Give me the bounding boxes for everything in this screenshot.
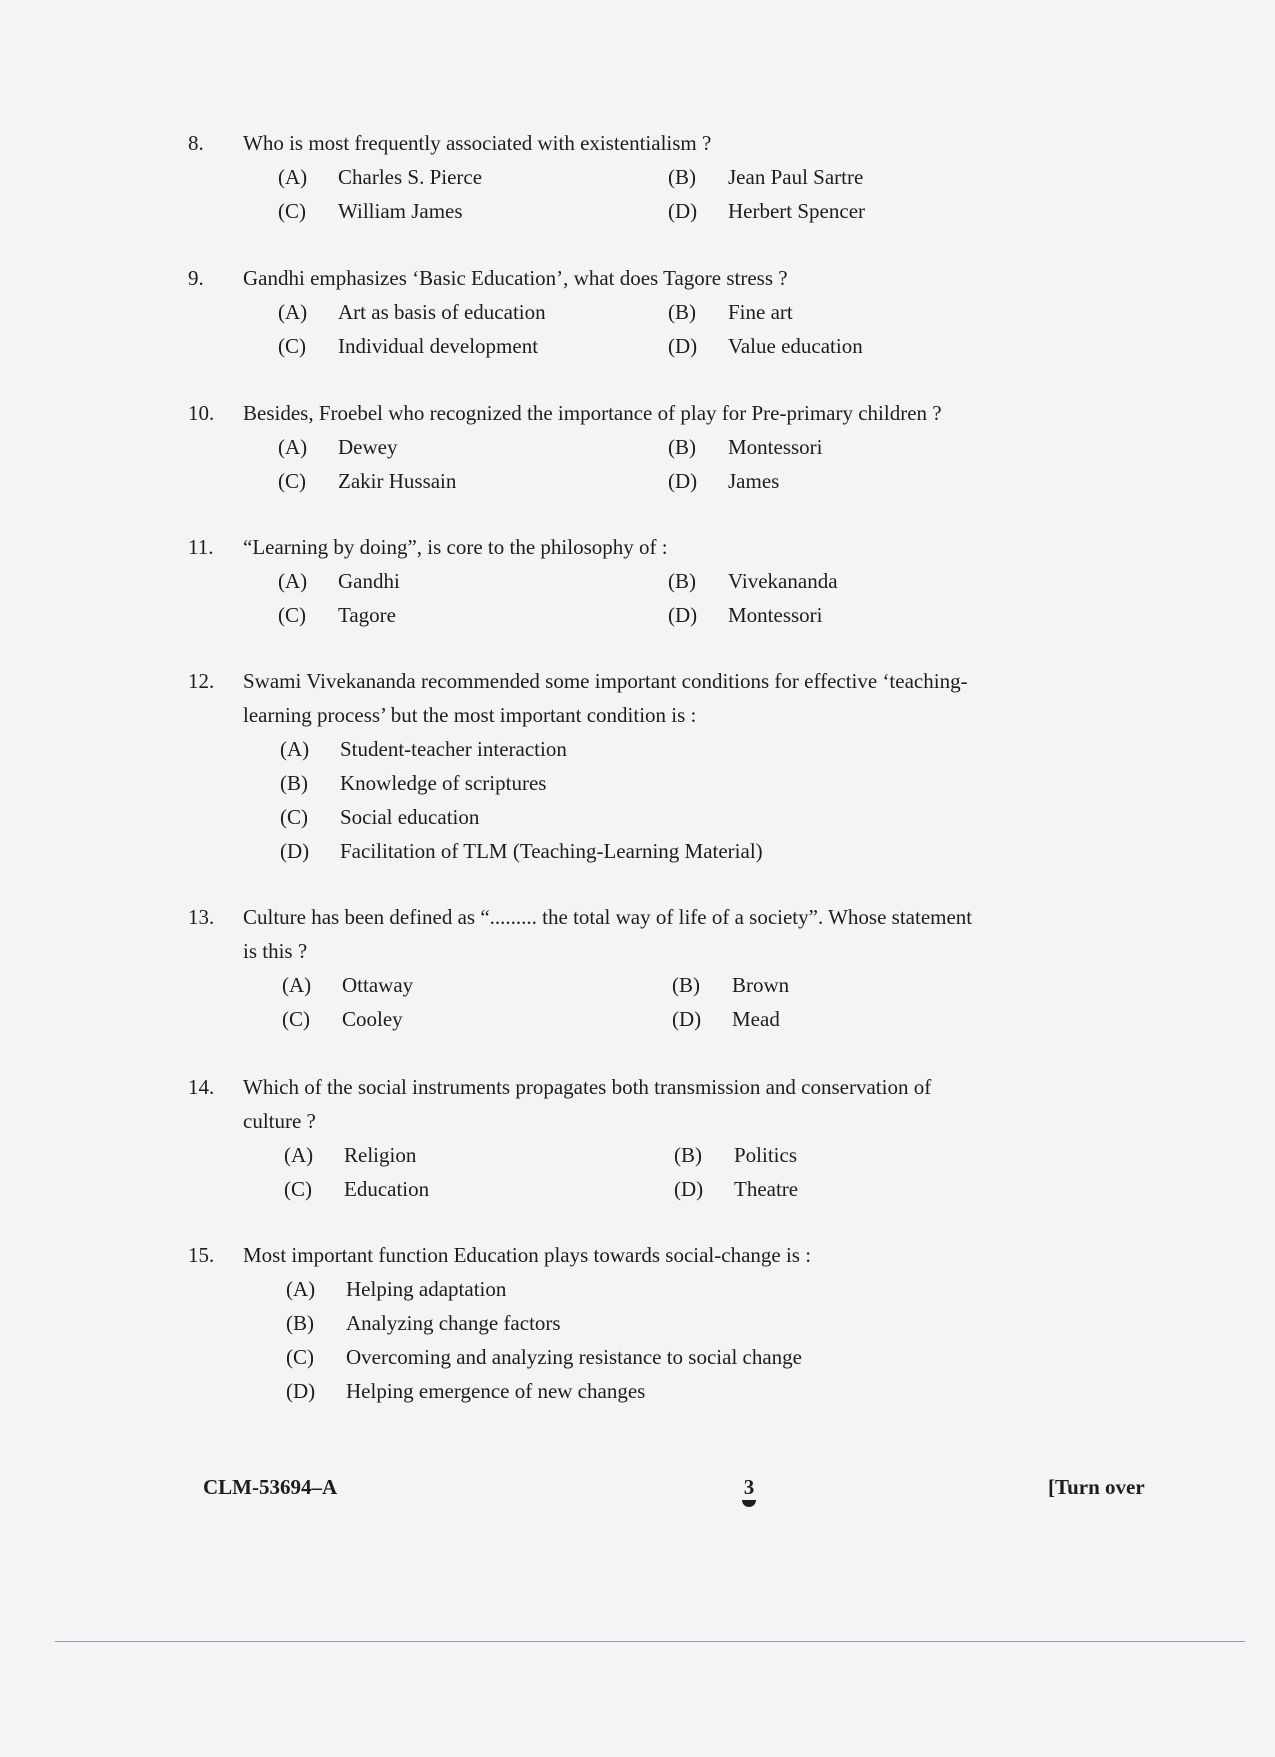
option-c: (C) Overcoming and analyzing resistance to social change (286, 1345, 802, 1369)
option-a: (A) Dewey (278, 435, 398, 459)
question-stem (243, 900, 1043, 968)
option-b: (B) Montessori (668, 435, 823, 459)
option-c: (C) Zakir Hussain (278, 469, 457, 493)
option-b: (B) Vivekananda (668, 569, 838, 593)
question-number: 12. (188, 669, 215, 693)
option-c: (C) Social education (280, 805, 480, 829)
question-stem (243, 1238, 1043, 1272)
question-stem-line: Swami Vivekananda recommended some important conditions for effective ‘teaching- (243, 669, 968, 693)
turn-over-label: [Turn over (1048, 1475, 1145, 1499)
question-number: 15. (188, 1243, 215, 1267)
question-stem (243, 530, 1043, 564)
option-b: (B) Politics (674, 1143, 798, 1167)
question-number: 13. (188, 905, 215, 929)
option-d: (D) Montessori (668, 603, 823, 627)
option-c: (C) William James (278, 199, 463, 223)
option-d: (D) Helping emergence of new changes (286, 1379, 646, 1403)
question-stem-line: is this ? (243, 939, 308, 963)
question-stem-line: Culture has been defined as “......... the total way of life of a society”. Whose statement (243, 905, 973, 929)
option-a: (A) Religion (284, 1143, 417, 1167)
question-stem-line: Besides, Froebel who recognized the importance of play for Pre-primary children ? (243, 401, 942, 425)
page-number-text: 3 (743, 1475, 755, 1499)
question-number: 10. (188, 401, 215, 425)
question-stem-line: Gandhi emphasizes ‘Basic Education’, what does Tagore stress ? (243, 266, 788, 290)
question-number: 9. (188, 266, 204, 290)
option-d: (D) James (668, 469, 780, 493)
option-d: (D) Theatre (674, 1177, 799, 1201)
question-stem-line: “Learning by doing”, is core to the philosophy of : (243, 535, 668, 559)
option-c: (C) Cooley (282, 1007, 403, 1031)
question-stem (243, 396, 1043, 430)
question-stem-line: Which of the social instruments propagates both transmission and conservation of (243, 1075, 932, 1099)
question-stem (243, 261, 1043, 295)
option-a: (A) Art as basis of education (278, 300, 546, 324)
option-a: (A) Ottaway (282, 973, 414, 997)
question-stem-line: learning process’ but the most important condition is : (243, 703, 697, 727)
page-number-mark (742, 1500, 756, 1507)
bottom-rule (55, 1641, 1245, 1642)
option-d: (D) Value education (668, 334, 863, 358)
option-b: (B) Knowledge of scriptures (280, 771, 547, 795)
paper-code: CLM-53694–A (203, 1475, 338, 1499)
question-stem (243, 664, 1043, 732)
question-stem-line: culture ? (243, 1109, 316, 1133)
question-stem-line: Who is most frequently associated with existentialism ? (243, 131, 712, 155)
option-b: (B) Analyzing change factors (286, 1311, 561, 1335)
option-c: (C) Education (284, 1177, 430, 1201)
question-number: 11. (188, 535, 214, 559)
option-d: (D) Mead (672, 1007, 780, 1031)
option-b: (B) Brown (672, 973, 790, 997)
option-b: (B) Fine art (668, 300, 793, 324)
question-stem-line: Most important function Education plays towards social-change is : (243, 1243, 812, 1267)
option-d: (D) Herbert Spencer (668, 199, 866, 223)
option-c: (C) Individual development (278, 334, 539, 358)
option-b: (B) Jean Paul Sartre (668, 165, 864, 189)
option-a: (A) Student-teacher interaction (280, 737, 567, 761)
option-a: (A) Helping adaptation (286, 1277, 507, 1301)
option-a: (A) Gandhi (278, 569, 400, 593)
option-c: (C) Tagore (278, 603, 396, 627)
option-a: (A) Charles S. Pierce (278, 165, 483, 189)
question-number: 14. (188, 1075, 215, 1099)
page-number (742, 1475, 756, 1507)
question-stem (243, 126, 1043, 160)
question-number: 8. (188, 131, 204, 155)
question-stem (243, 1070, 1043, 1138)
option-d: (D) Facilitation of TLM (Teaching-Learning Material) (280, 839, 763, 863)
